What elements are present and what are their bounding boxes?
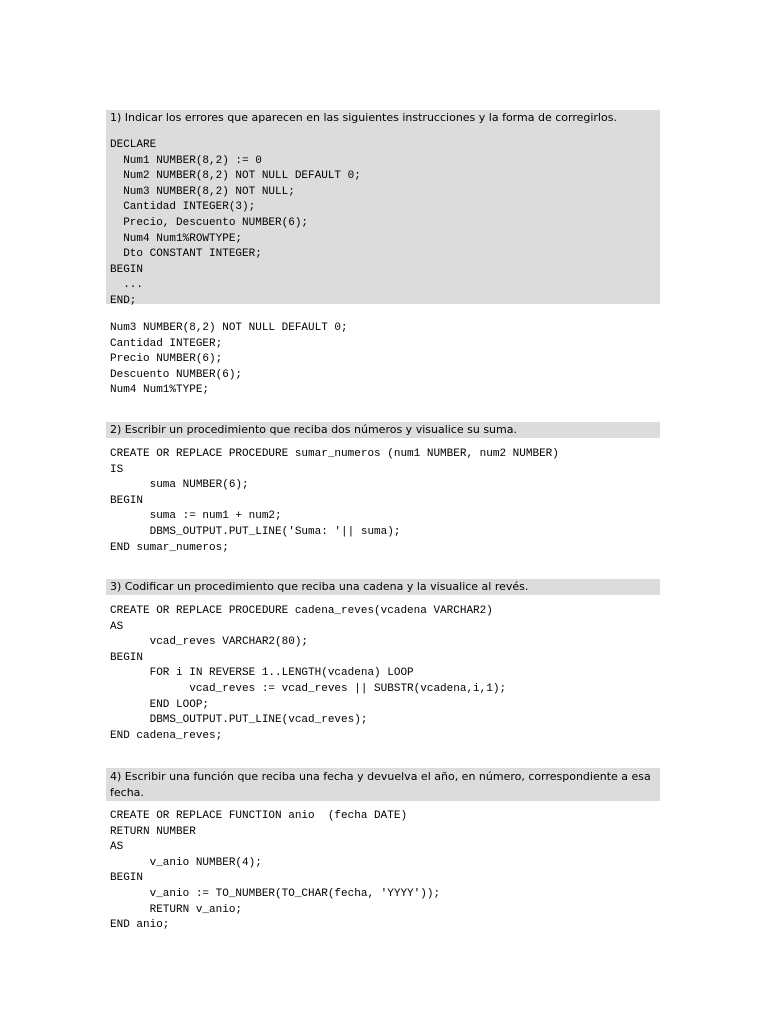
exercise-1-answer bbox=[106, 321, 660, 399]
exercise-2-heading: 2) Escribir un procedimiento que reciba dos números y visualice su suma. bbox=[110, 423, 517, 436]
exercise-2-heading-box bbox=[106, 422, 660, 438]
exercise-4-heading: 4) Escribir una función que reciba una fecha y devuelva el año, en número, correspondiente a esa fecha. bbox=[110, 770, 651, 799]
exercise-4-body bbox=[106, 809, 660, 934]
exercise-2-code: CREATE OR REPLACE PROCEDURE sumar_numeros (num1 NUMBER, num2 NUMBER) IS suma NUMBER(6); BEGIN suma := num1 + num2; DBMS_OUTPUT.PUT_LINE('Suma: '|| suma); END sumar_numeros; bbox=[110, 448, 559, 554]
exercise-4-code: CREATE OR REPLACE FUNCTION anio (fecha DATE) RETURN NUMBER AS v_anio NUMBER(4); BEGIN v_anio := TO_NUMBER(TO_CHAR(fecha, 'YYYY')); RETURN v_anio; END anio; bbox=[110, 810, 441, 932]
exercise-3-code: CREATE OR REPLACE PROCEDURE cadena_reves(vcadena VARCHAR2) AS vcad_reves VARCHAR2(80); BEGIN FOR i IN REVERSE 1..LENGTH(vcadena) LOOP vcad_reves := vcad_reves || SUBSTR(vcadena,i,1); END LOOP; DBMS_OUTPUT.PUT_LINE(vcad_reves); END cadena_reves; bbox=[110, 605, 507, 742]
exercise-3-heading-box bbox=[106, 579, 660, 595]
exercise-3-body bbox=[106, 604, 660, 744]
exercise-1-code: DECLARE Num1 NUMBER(8,2) := 0 Num2 NUMBER(8,2) NOT NULL DEFAULT 0; Num3 NUMBER(8,2) NOT NULL; Cantidad INTEGER(3); Precio, Descuento NUMBER(6); Num4 Num1%ROWTYPE; Dto CONSTANT INTEGER; BEGIN ... END; bbox=[110, 139, 361, 307]
exercise-1-box bbox=[106, 110, 660, 307]
exercise-3-heading: 3) Codificar un procedimiento que reciba una cadena y la visualice al revés. bbox=[110, 580, 529, 593]
exercise-1-heading: 1) Indicar los errores que aparecen en las siguientes instrucciones y la forma de corregirlos. bbox=[110, 111, 617, 124]
exercise-2-body bbox=[106, 447, 660, 556]
exercise-1-answer-code: Num3 NUMBER(8,2) NOT NULL DEFAULT 0; Cantidad INTEGER; Precio NUMBER(6); Descuento NUMBER(6); Num4 Num1%TYPE; bbox=[110, 322, 348, 397]
exercise-4-heading-box bbox=[106, 768, 660, 801]
